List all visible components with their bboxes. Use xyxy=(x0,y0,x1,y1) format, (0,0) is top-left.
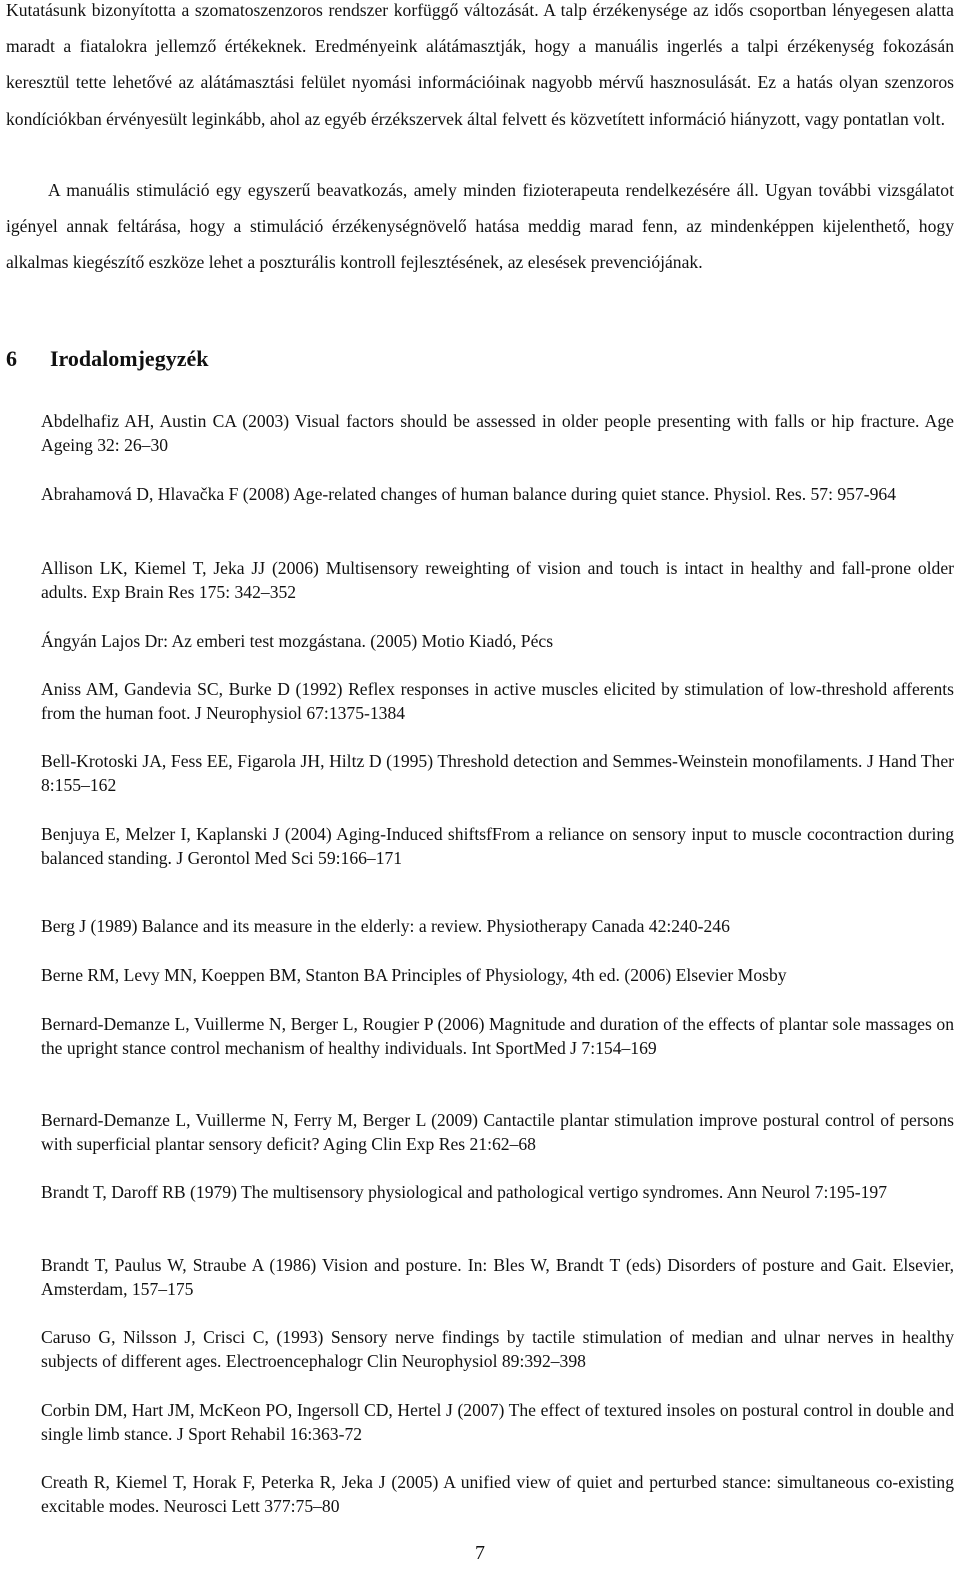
reference-item: Creath R, Kiemel T, Horak F, Peterka R, Jeka J (2005) A unified view of quiet and perturbed stance: simultaneous co-existing excitable modes. Neurosci Lett 377:75–80 xyxy=(41,1472,954,1517)
page-number: 7 xyxy=(475,1542,485,1564)
reference-item: Aniss AM, Gandevia SC, Burke D (1992) Reflex responses in active muscles elicited by stimulation of low-threshold afferents from the human foot. J Neurophysiol 67:1375-1384 xyxy=(41,679,954,724)
reference-item: Bell-Krotoski JA, Fess EE, Figarola JH, Hiltz D (1995) Threshold detection and Semmes-Weinstein monofilaments. J Hand Ther 8:155–162 xyxy=(41,751,954,796)
reference-item: Benjuya E, Melzer I, Kaplanski J (2004) Aging-Induced shiftsfFrom a reliance on sensory input to muscle cocontraction during balanced standing. J Gerontol Med Sci 59:166–171 xyxy=(41,824,954,869)
reference-item: Abrahamová D, Hlavačka F (2008) Age-related changes of human balance during quiet stance. Physiol. Res. 57: 957-964 xyxy=(41,484,897,504)
reference-item: Bernard-Demanze L, Vuillerme N, Berger L, Rougier P (2006) Magnitude and duration of the effects of plantar sole massages on the upright stance control mechanism of healthy individuals. Int SportMed J 7:154–169 xyxy=(41,1014,954,1059)
reference-item: Brandt T, Daroff RB (1979) The multisensory physiological and pathological vertigo syndromes. Ann Neurol 7:195-197 xyxy=(41,1182,888,1202)
reference-item: Allison LK, Kiemel T, Jeka JJ (2006) Multisensory reweighting of vision and touch is intact in healthy and fall-prone older adults. Exp Brain Res 175: 342–352 xyxy=(41,558,954,603)
body-paragraph-2: A manuális stimuláció egy egyszerű beavatkozás, amely minden fizioterapeuta rendelkezésére áll. Ugyan további vizsgálatot igényel annak feltárása, hogy a stimuláció érzékenységnövelő hatása meddig marad fenn, az mindenképpen kijelenthető, hogy alkalmas kiegészítő eszköze lehet a poszturális kontroll fejlesztésének, az elesések prevenciójának. xyxy=(6,180,954,273)
reference-item: Bernard-Demanze L, Vuillerme N, Ferry M, Berger L (2009) Cantactile plantar stimulation improve postural control of persons with superficial plantar sensory deficit? Aging Clin Exp Res 21:62–68 xyxy=(41,1110,954,1155)
section-title: Irodalomjegyzék xyxy=(50,346,209,371)
reference-item: Abdelhafiz AH, Austin CA (2003) Visual factors should be assessed in older people presenting with falls or hip fracture. Age Ageing 32: 26–30 xyxy=(41,411,954,456)
reference-item: Caruso G, Nilsson J, Crisci C, (1993) Sensory nerve findings by tactile stimulation of median and ulnar nerves in healthy subjects of different ages. Electroencephalogr Clin Neurophysiol 89:392–398 xyxy=(41,1327,954,1372)
reference-item: Berne RM, Levy MN, Koeppen BM, Stanton BA Principles of Physiology, 4th ed. (2006) Elsevier Mosby xyxy=(41,965,787,985)
reference-item: Brandt T, Paulus W, Straube A (1986) Vision and posture. In: Bles W, Brandt T (eds) Disorders of posture and Gait. Elsevier, Amsterdam, 157–175 xyxy=(41,1255,954,1300)
reference-item: Corbin DM, Hart JM, McKeon PO, Ingersoll CD, Hertel J (2007) The effect of textured insoles on postural control in double and single limb stance. J Sport Rehabil 16:363-72 xyxy=(41,1400,954,1445)
reference-item: Berg J (1989) Balance and its measure in the elderly: a review. Physiotherapy Canada 42:240-246 xyxy=(41,916,730,936)
body-paragraph-1: Kutatásunk bizonyította a szomatoszenzoros rendszer korfüggő változását. A talp érzékenysége az idős csoportban lényegesen alatta maradt a fiatalokra jellemző értékeknek. Eredményeink alátámasztják, hogy a manuális ingerlés a talpi érzékenység fokozásán keresztül tette lehetővé az alátámasztási felület nyomási információinak nagyobb mérvű hasznosulását. Ez a hatás olyan szenzoros kondíciókban érvényesült leginkább, ahol az egyéb érzékszervek által felvett és közvetített információ hiányzott, vagy pontatlan volt. xyxy=(6,0,954,129)
section-heading xyxy=(6,346,208,372)
section-number: 6 xyxy=(6,346,17,371)
reference-item: Ángyán Lajos Dr: Az emberi test mozgástana. (2005) Motio Kiadó, Pécs xyxy=(41,631,554,651)
